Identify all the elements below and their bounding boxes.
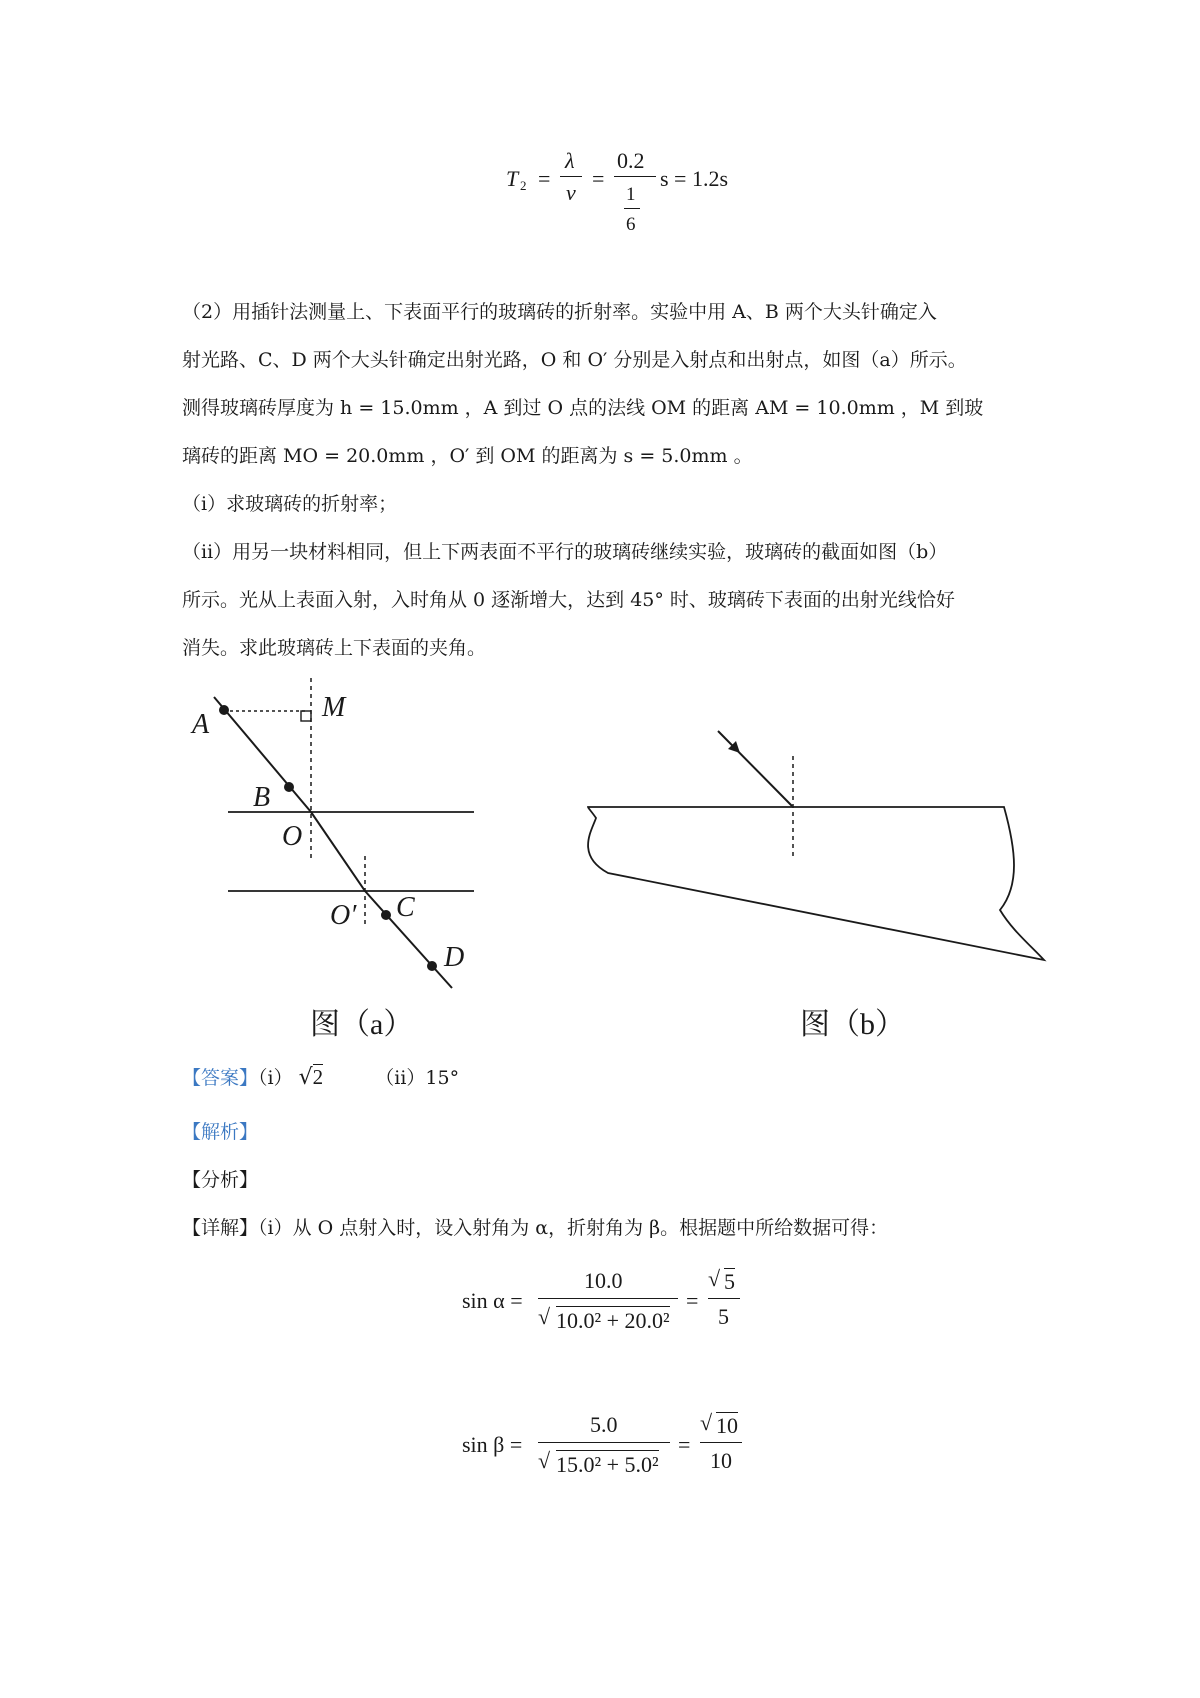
- problem-line-2: 射光路、C、D 两个大头针确定出射光路，O 和 O′ 分别是入射点和出射点，如图（a）所示。: [182, 349, 967, 371]
- eq-t2-sub: 2: [520, 178, 527, 193]
- answer-part2-label: （ⅱ）: [375, 1067, 426, 1089]
- figure-a: [170, 665, 490, 1065]
- eq-alpha-rhs-num: 5: [724, 1269, 735, 1294]
- problem-line-1: （2）用插针法测量上、下表面平行的玻璃砖的折射率。实验中用 A、B 两个大头针确定入: [182, 301, 937, 323]
- pin-b-dot: [284, 782, 294, 792]
- eq-alpha-eq: =: [686, 1288, 699, 1313]
- detail-tag: 【详解】: [182, 1217, 259, 1239]
- figure-b-caption: 图（b）: [800, 1008, 905, 1041]
- refracted-ray: [311, 812, 365, 891]
- eq-beta-eq: =: [678, 1432, 691, 1457]
- eq-alpha-sqrt-sign: √: [538, 1304, 551, 1329]
- eq-alpha-rhs-sqrt: √: [708, 1266, 721, 1291]
- eq-t2-eq2: =: [592, 166, 605, 191]
- question-2-line-2: 所示。光从上表面入射，入时角从 0 逐渐增大，达到 45° 时、玻璃砖下表面的出射光线恰好: [182, 589, 955, 611]
- answer-part1-label: （ⅰ）: [258, 1067, 293, 1089]
- eq-t2-rest: s = 1.2s: [660, 166, 729, 191]
- eq-beta-den: 15.0² + 5.0²: [556, 1452, 659, 1477]
- eq-beta-sqrt-sign: √: [538, 1448, 551, 1473]
- eq-beta-lhs: sin β =: [462, 1432, 523, 1457]
- answer-sqrt-sign: √: [298, 1065, 313, 1090]
- eq-alpha-lhs: sin α =: [462, 1288, 523, 1313]
- pin-a-dot: [219, 705, 229, 715]
- question-2-line-1: （ⅱ）用另一块材料相同，但上下两表面不平行的玻璃砖继续实验，玻璃砖的截面如图（b）: [182, 541, 948, 563]
- label-c: C: [396, 892, 415, 923]
- eq-t2-den2-den: 6: [626, 214, 636, 235]
- answer-part2-value: 15°: [425, 1067, 460, 1089]
- answer-part1-value: 2: [312, 1065, 324, 1089]
- eq-t2-num1: λ: [565, 148, 575, 173]
- eq-alpha-num: 10.0: [584, 1268, 623, 1293]
- eq-beta-rhs-num: 10: [716, 1413, 738, 1438]
- eq-t2-den1: v: [566, 180, 576, 205]
- label-m: M: [322, 692, 346, 723]
- answer-tag: 【答案】: [182, 1067, 259, 1089]
- figure-a-caption: 图（a）: [310, 1008, 414, 1041]
- analysis-tag: 【解析】: [182, 1121, 259, 1143]
- pin-c-dot: [381, 910, 391, 920]
- pin-d-dot: [427, 961, 437, 971]
- figure-b: [580, 715, 1050, 1045]
- right-angle-mark: [301, 711, 311, 721]
- answer-line: [182, 1065, 459, 1090]
- label-b: B: [253, 782, 271, 813]
- eq-beta-num: 5.0: [590, 1412, 618, 1437]
- glass-block-outline: [588, 807, 1044, 960]
- label-o: O: [282, 821, 303, 852]
- eq-t2-num2: 0.2: [617, 148, 645, 173]
- detail-line: [182, 1216, 888, 1240]
- question-1: （ⅰ）求玻璃砖的折射率；: [182, 493, 398, 515]
- problem-line-3: 测得玻璃砖厚度为 h = 15.0mm ，A 到过 O 点的法线 OM 的距离 AM = 10.0mm ，M 到玻: [182, 397, 984, 419]
- detail-text: （ⅰ）从 O 点射入时，设入射角为 α，折射角为 β。根据题中所给数据可得：: [258, 1217, 889, 1239]
- eq-t2-den2-num: 1: [626, 184, 636, 205]
- question-2-line-3: 消失。求此玻璃砖上下表面的夹角。: [182, 637, 487, 659]
- fenxi-tag: 【分析】: [182, 1169, 259, 1191]
- eq-t2-eq1: =: [538, 166, 551, 191]
- eq-alpha-den: 10.0² + 20.0²: [556, 1308, 670, 1333]
- eq-beta-rhs-sqrt: √: [700, 1410, 713, 1435]
- incident-ray-b: [718, 731, 792, 806]
- eq-t2-lhs: T: [506, 166, 519, 191]
- eq-beta-rhs-den: 10: [710, 1448, 732, 1473]
- label-a: A: [192, 709, 210, 740]
- label-o-prime: O′: [330, 900, 357, 931]
- problem-line-4: 璃砖的距离 MO = 20.0mm ，O′ 到 OM 的距离为 s = 5.0mm 。: [182, 445, 753, 467]
- label-d: D: [444, 942, 465, 973]
- eq-alpha-rhs-den: 5: [718, 1304, 729, 1329]
